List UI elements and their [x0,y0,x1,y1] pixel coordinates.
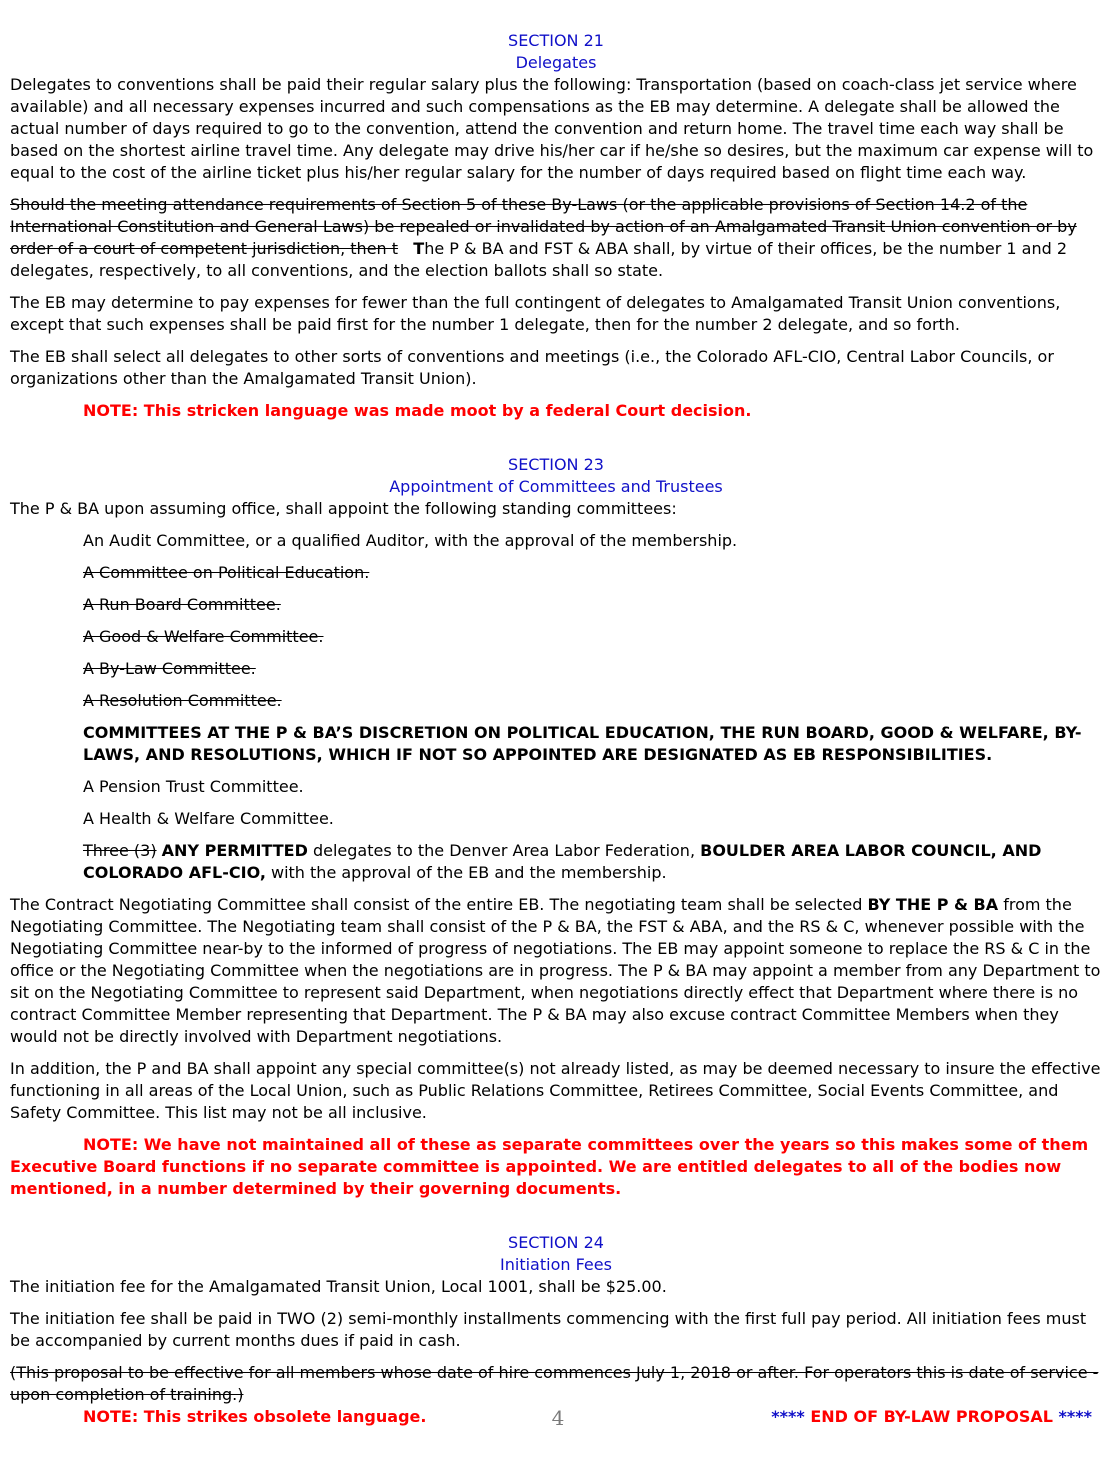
section-21-subheading: Delegates [515,53,597,72]
s23-intro: The P & BA upon assuming office, shall appoint the following standing committees: [10,499,677,518]
delegates-text-1: delegates to the Denver Area Labor Federation, [307,841,701,860]
page-number: 4 [551,1406,565,1430]
struck-committee-item: A Resolution Committee. [83,691,282,710]
struck-committee-item: A Committee on Political Education. [83,563,370,582]
s21-paragraph-2-rest: he P & BA and FST & ABA shall, by virtue of their offices, be the number 1 and 2 delegates, respectively, to all conventions, and the election ballots shall so state. [10,239,1067,280]
s21-paragraph-2 [10,194,1102,282]
end-text: END OF BY-LAW PROPOSAL [804,1407,1059,1426]
delegates-struck-text: Three (3) [83,841,157,860]
s21-paragraph-4: The EB shall select all delegates to other sorts of conventions and meetings (i.e., the Colorado AFL-CIO, Central Labor Councils, or organizations other than the Amalgamated Transit Union). [10,347,1054,388]
pension-committee-item: A Pension Trust Committee. [83,777,304,796]
delegates-bold-1: ANY PERMITTED [161,841,308,860]
section-24-heading: SECTION 24 [508,1233,604,1252]
struck-committee-item: A Run Board Committee. [83,595,281,614]
spacer [10,1210,1102,1232]
s21-struck-text: Should the meeting attendance requirements of Section 5 of these By-Laws (or the applicable provisions of Section 14.2 of the International Constitution and General Laws) be repealed or invalidated by action of an Amalgamated Transit Union convention or by order of a court of competent jurisdiction, then t [10,195,1077,258]
section-24-subheading: Initiation Fees [500,1255,612,1274]
s24-paragraph-1: The initiation fee for the Amalgamated Transit Union, Local 1001, shall be $25.00. [10,1277,667,1296]
discretion-committees-item: COMMITTEES AT THE P & BA’S DISCRETION ON POLITICAL EDUCATION, THE RUN BOARD, GOOD & WELFARE, BY-LAWS, AND RESOLUTIONS, WHICH IF NOT SO APPOINTED ARE DESIGNATED AS EB RESPONSIBILITIES. [83,723,1082,764]
end-stars-left: **** [771,1407,805,1426]
contract-committee-paragraph [10,894,1102,1048]
end-stars-right: **** [1058,1407,1092,1426]
section-21-heading: SECTION 21 [508,31,604,50]
delegates-bold-2: BOULDER AREA LABOR COUNCIL, AND COLORADO AFL-CIO, [83,841,1042,882]
contract-bold: BY THE P & BA [867,895,999,914]
s21-paragraph-3: The EB may determine to pay expenses for fewer than the full contingent of delegates to Amalgamated Transit Union conventions, except that such expenses shall be paid first for the number 1 delegate, then for the number 2 delegate, and so forth. [10,293,1061,334]
s24-note: NOTE: This strikes obsolete language. [83,1407,427,1426]
s21-note: NOTE: This stricken language was made moot by a federal Court decision. [83,401,752,420]
special-committees-paragraph: In addition, the P and BA shall appoint any special committee(s) not already listed, as may be deemed necessary to insure the effective functioning in all areas of the Local Union, such as Public Relations Committee, Retirees Committee, Social Events Committee, and Safety Committee. This list may not be all inclusive. [10,1059,1101,1122]
s24-struck-paragraph: (This proposal to be effective for all members whose date of hire commences July 1, 2018 or after. For operators this is date of service - upon completion of training.) [10,1363,1099,1404]
contract-text-a: The Contract Negotiating Committee shall consist of the entire EB. The negotiating team shall be selected [10,895,868,914]
s24-paragraph-2: The initiation fee shall be paid in TWO (2) semi-monthly installments commencing with the first full pay period. All initiation fees must be accompanied by current months dues if paid in cash. [10,1309,1087,1350]
section-23-heading: SECTION 23 [508,455,604,474]
contract-text-b: from the Negotiating Committee. The Negotiating team shall consist of the P & BA, the FST & ABA, and the RS & C, whenever possible with the Negotiating Committee near-by to the informed of progress of negotiations. The EB may appoint someone to replace the RS & C in the office or the Negotiating Committee when the negotiations are in progress. The P & BA may appoint a member from any Department to sit on the Negotiating Committee to represent said Department, when negotiations directly effect that Department where there is no contract Committee Member representing that Department. The P & BA may also excuse contract Committee Members when they would not be directly involved with Department negotiations. [10,895,1101,1046]
delegates-item [83,840,1102,884]
spacer [10,432,1102,454]
s21-inserted-letter: T [413,239,425,258]
struck-committee-item: A Good & Welfare Committee. [83,627,324,646]
struck-committee-item: A By-Law Committee. [83,659,256,678]
delegates-text-2: with the approval of the EB and the membership. [265,863,667,882]
audit-committee-item: An Audit Committee, or a qualified Auditor, with the approval of the membership. [83,531,738,550]
s23-note: NOTE: We have not maintained all of these as separate committees over the years so this makes some of them Executive Board functions if no separate committee is appointed. We are entitled delegates to all of the bodies now mentioned, in a number determined by their governing documents. [10,1135,1089,1198]
s21-paragraph-1: Delegates to conventions shall be paid their regular salary plus the following: Transportation (based on coach-class jet service where available) and all necessary expenses incurred and such compensations as the EB may determine. A delegate shall be allowed the actual number of days required to go to the convention, attend the convention and return home. The travel time each way shall be based on the shortest airline travel time. Any delegate may drive his/her car if he/she so desires, but the maximum car expense will to equal to the cost of the airline ticket plus his/her regular salary for the number of days required based on flight time each way. [10,75,1094,182]
health-committee-item: A Health & Welfare Committee. [83,809,334,828]
section-23-subheading: Appointment of Committees and Trustees [389,477,723,496]
